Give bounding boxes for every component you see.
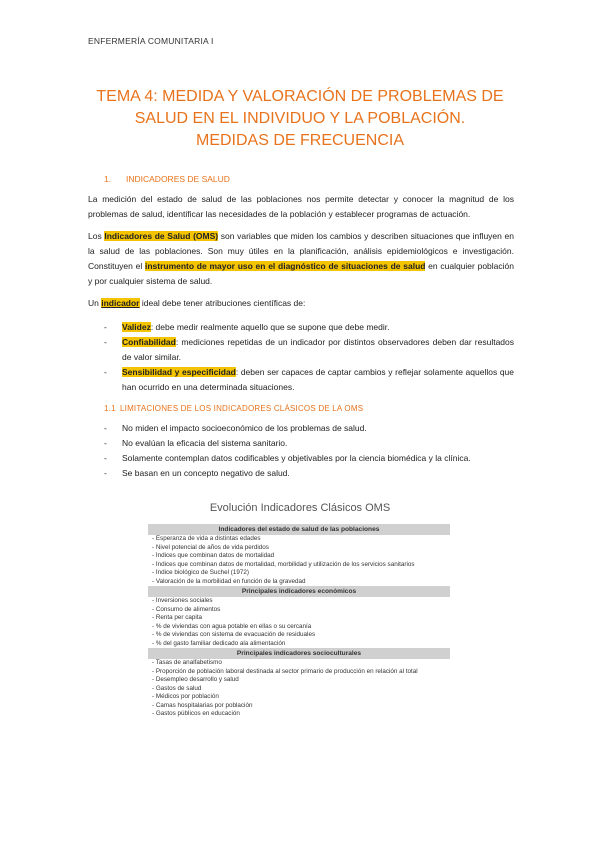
title-line-1: TEMA 4: MEDIDA Y VALORACIÓN DE PROBLEMAS DE xyxy=(96,88,504,105)
table-row: - Renta per capita xyxy=(152,614,203,621)
text-run: son variables que miden los cambios y describen situaciones que influyen en la salud de las poblaciones. Son muy útiles en la planificación, análisis epidemiológicos e investigación. Constituyen el xyxy=(88,231,514,271)
highlight-term: Validez xyxy=(122,322,151,332)
list-item xyxy=(104,335,514,365)
table-row: - Índices que combinan datos de mortalidad, morbilidad y utilización de los servicios sanitarios xyxy=(152,560,415,568)
table-row: - Proporción de población laboral destinada al sector primario de producción en relación al total xyxy=(152,667,418,675)
table-row: - % de viviendas con sistema de evacuación de residuales xyxy=(152,631,316,638)
table-section-header: Principales indicadores económicos xyxy=(148,586,450,597)
highlight-term: Sensibilidad y especificidad xyxy=(122,367,236,377)
table-row: - Índices que combinan datos de mortalidad xyxy=(152,552,275,559)
list-item-text: : deben ser capaces de captar cambios y reflejar solamente aquellos que han ocurrido en una determinada situaciones. xyxy=(122,367,514,392)
table-row: - Valoración de la morbilidad en función de la gravedad xyxy=(152,577,306,585)
section-heading-1 xyxy=(104,174,230,184)
table-row: - Índice biológico de Suchel (1972) xyxy=(152,569,249,576)
section-title: INDICADORES DE SALUD xyxy=(126,174,230,184)
table-section-header: Indicadores del estado de salud de las poblaciones xyxy=(148,524,450,535)
underlined-term: indicador xyxy=(101,298,140,308)
list-dash: - xyxy=(104,367,107,377)
table-section-header: Principales indicadores socioculturales xyxy=(148,648,450,659)
list-item xyxy=(104,320,514,335)
list-item xyxy=(104,466,514,481)
highlight-term: Indicadores de Salud (OMS) xyxy=(104,231,219,241)
title-line-3: MEDIDAS DE FRECUENCIA xyxy=(195,132,405,149)
text-run: Los xyxy=(88,231,105,241)
text-run: ideal debe tener atribuciones científicas de: xyxy=(139,298,306,308)
list-item xyxy=(104,436,514,451)
section-title: LIMITACIONES DE LOS INDICADORES CLÁSICOS DE LA OMS xyxy=(120,404,364,413)
table-row: - % de viviendas con agua potable en ellas o su cercanía xyxy=(152,622,312,630)
table-row: - Desempleo desarrollo y salud xyxy=(152,676,239,683)
list-dash: - xyxy=(104,337,107,347)
page-title xyxy=(60,86,540,152)
list-dash: - xyxy=(104,468,107,478)
table-row: - Nivel potencial de años de vida perdidos xyxy=(152,543,269,551)
indicators-table xyxy=(148,524,450,719)
limitations-list xyxy=(104,421,514,481)
section-heading-1-1 xyxy=(104,404,363,413)
paragraph-intro: La medición del estado de salud de las poblaciones nos permite detectar y conocer la magnitud de los problemas de salud, identificar las necesidades de la población y establecer programas de actuación. xyxy=(88,194,514,219)
figure-title: Evolución Indicadores Clásicos OMS xyxy=(209,502,391,514)
table-row: - Tasas de analfabetismo xyxy=(152,659,222,666)
table-row: - % del gasto familiar dedicado ala alimentación xyxy=(152,639,286,647)
list-dash: - xyxy=(104,423,107,433)
list-item xyxy=(104,421,514,436)
table-row: - Médicos por población xyxy=(152,693,219,700)
title-line-2: SALUD EN EL INDIVIDUO Y LA POBLACIÓN. xyxy=(134,110,466,127)
page-header: ENFERMERÍA COMUNITARIA I xyxy=(88,36,214,46)
paragraph-indicadores xyxy=(88,229,514,289)
list-item-text: : debe medir realmente aquello que se supone que debe medir. xyxy=(150,322,390,332)
list-dash: - xyxy=(104,453,107,463)
section-number: 1.1 xyxy=(104,404,116,413)
table-row: - Esperanza de vida a distintas edades xyxy=(152,535,261,542)
paragraph-indicador-ideal xyxy=(88,296,514,311)
list-item-text: Solamente contemplan datos codificables y objetivables por la ciencia biomédica y la clínica. xyxy=(122,453,471,463)
table-row: - Consumo de alimentos xyxy=(152,605,221,613)
table-row: - Inversiones sociales xyxy=(152,597,213,604)
table-row: - Gastos de salud xyxy=(152,684,202,692)
table-row: - Gastos públicos en educación xyxy=(152,710,240,717)
list-item-text: : mediciones repetidas de un indicador por distintos observadores deben dar resultados de valor similar. xyxy=(122,337,514,362)
highlight-term: Confiabilidad xyxy=(122,337,176,347)
section-number: 1. xyxy=(104,174,112,184)
highlight-term: instrumento de mayor uso en el diagnóstico de situaciones de salud xyxy=(144,261,426,271)
list-dash: - xyxy=(104,322,107,332)
attributes-list xyxy=(104,320,514,395)
list-item-text: No miden el impacto socioeconómico de los problemas de salud. xyxy=(122,423,367,433)
list-item xyxy=(104,365,514,395)
text-run: Un xyxy=(88,298,102,308)
list-item-text: Se basan en un concepto negativo de salud. xyxy=(122,468,290,478)
list-item xyxy=(104,451,514,466)
highlight-term xyxy=(101,298,139,308)
list-item-text: No evalúan la eficacia del sistema sanitario. xyxy=(122,438,288,448)
list-dash: - xyxy=(104,438,107,448)
text-run: en cualquier población y por cualquier sistema de salud. xyxy=(88,261,514,286)
table-row: - Camas hospitalarias por población xyxy=(152,701,253,709)
